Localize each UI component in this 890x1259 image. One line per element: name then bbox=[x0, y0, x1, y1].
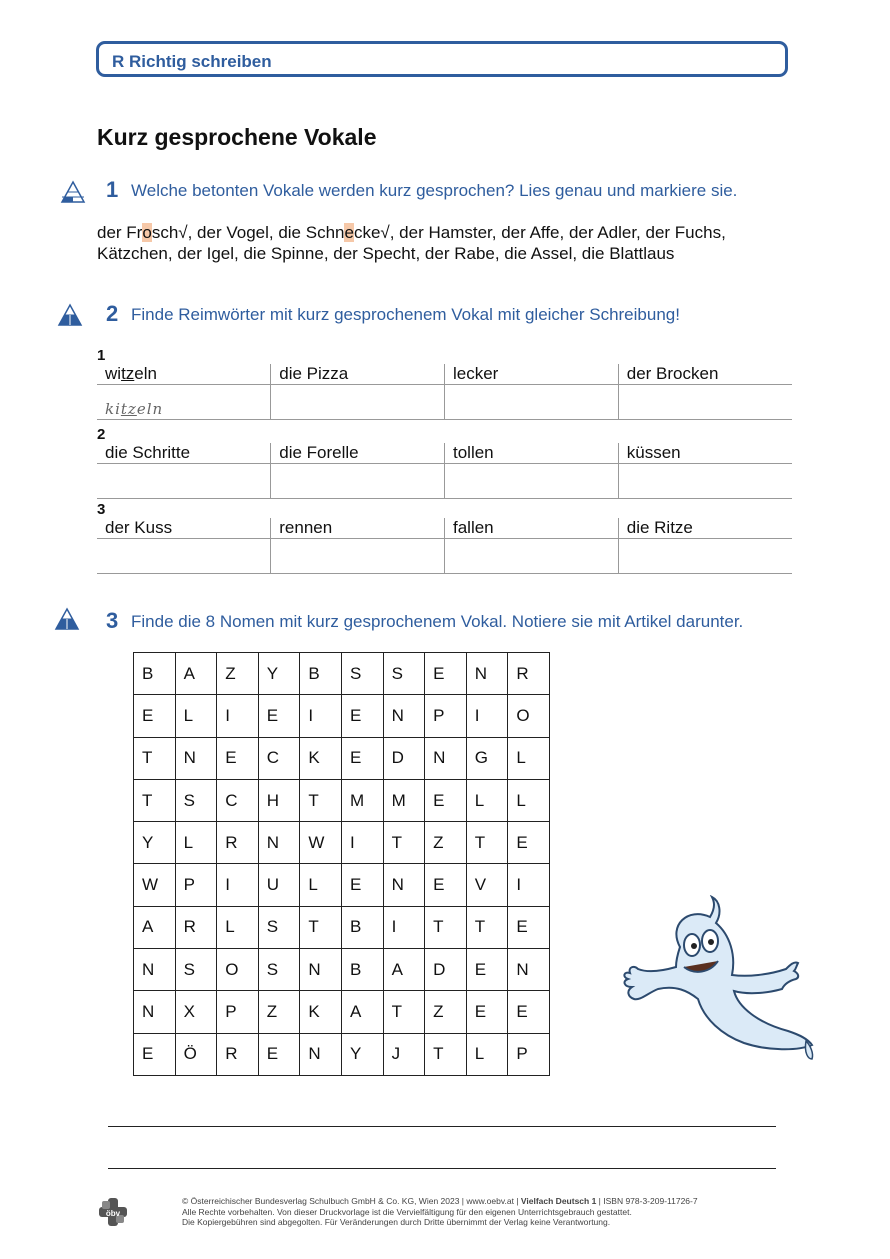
grid-cell[interactable]: T bbox=[383, 822, 425, 864]
answer-cell[interactable] bbox=[271, 385, 445, 420]
task-1-line-1: der Frosch√, der Vogel, die Schnecke√, der Hamster, der Affe, der Adler, der Fuchs, bbox=[97, 223, 726, 242]
rhyme-group-2 bbox=[97, 426, 792, 499]
grid-cell[interactable]: N bbox=[134, 949, 176, 991]
grid-cell[interactable]: E bbox=[508, 906, 550, 948]
grid-cell[interactable]: X bbox=[175, 991, 217, 1033]
grid-cell[interactable]: Y bbox=[134, 822, 176, 864]
grid-cell[interactable]: Y bbox=[258, 653, 300, 695]
publisher-logo-icon bbox=[97, 1196, 129, 1228]
grid-row bbox=[134, 737, 550, 779]
answer-cell[interactable] bbox=[618, 539, 792, 574]
grid-cell[interactable]: Z bbox=[217, 653, 259, 695]
grid-cell[interactable]: E bbox=[258, 1033, 300, 1075]
grid-cell[interactable]: P bbox=[508, 1033, 550, 1075]
grid-cell[interactable]: I bbox=[300, 695, 342, 737]
rhyme-group-3 bbox=[97, 501, 792, 574]
header-title: R Richtig schreiben bbox=[112, 52, 272, 71]
grid-cell[interactable]: S bbox=[175, 779, 217, 821]
grid-cell[interactable]: P bbox=[175, 864, 217, 906]
answer-cell[interactable] bbox=[618, 385, 792, 420]
grid-cell[interactable]: N bbox=[508, 949, 550, 991]
grid-cell[interactable]: E bbox=[425, 779, 467, 821]
answer-cell[interactable] bbox=[271, 464, 445, 499]
grid-cell[interactable]: K bbox=[300, 991, 342, 1033]
grid-cell[interactable]: T bbox=[300, 906, 342, 948]
footer-copyright: © Österreichischer Bundesverlag Schulbuch GmbH & Co. KG, Wien 2023 | www.oebv.at | Vielfach Deutsch 1 | ISBN 978-3-209-11726-7 Alle Rechte vorbehalten. Von dieser Druckvorlage ist die Vervielfältigung für den eigenen Unterrichtsgebrauch gestattet. Die Kopiergebühren sind abgegolten. Für Veränderungen durch Dritte übernimmt der Verlag keine Verantwortung. bbox=[182, 1196, 698, 1227]
grid-cell[interactable]: S bbox=[258, 949, 300, 991]
grid-cell[interactable]: E bbox=[425, 653, 467, 695]
grid-cell[interactable]: T bbox=[466, 906, 508, 948]
grid-cell[interactable]: B bbox=[341, 949, 383, 991]
rhyme-word: der Brocken bbox=[618, 364, 792, 385]
grid-cell[interactable]: Z bbox=[425, 822, 467, 864]
task-1-instruction: Welche betonten Vokale werden kurz gesprochen? Lies genau und markiere sie. bbox=[131, 181, 738, 200]
grid-cell[interactable]: N bbox=[258, 822, 300, 864]
grid-cell[interactable]: Ö bbox=[175, 1033, 217, 1075]
grid-cell[interactable]: S bbox=[258, 906, 300, 948]
grid-cell[interactable]: M bbox=[383, 779, 425, 821]
task-1-line-2: Kätzchen, der Igel, die Spinne, der Specht, der Rabe, die Assel, die Blattlaus bbox=[97, 244, 675, 263]
grid-cell[interactable]: C bbox=[258, 737, 300, 779]
answer-cell[interactable] bbox=[97, 464, 271, 499]
grid-cell[interactable]: L bbox=[466, 1033, 508, 1075]
grid-cell[interactable]: Z bbox=[425, 991, 467, 1033]
grid-cell[interactable]: M bbox=[341, 779, 383, 821]
grid-row bbox=[134, 949, 550, 991]
answer-cell[interactable] bbox=[271, 539, 445, 574]
grid-cell[interactable]: N bbox=[300, 1033, 342, 1075]
grid-cell[interactable]: L bbox=[217, 906, 259, 948]
grid-cell[interactable]: D bbox=[383, 737, 425, 779]
grid-cell[interactable]: E bbox=[341, 864, 383, 906]
grid-row bbox=[134, 864, 550, 906]
answer-cell[interactable] bbox=[97, 539, 271, 574]
grid-row bbox=[134, 653, 550, 695]
rhyme-word: die Ritze bbox=[618, 518, 792, 539]
grid-cell[interactable]: P bbox=[425, 695, 467, 737]
grid-cell[interactable]: T bbox=[425, 906, 467, 948]
grid-cell[interactable]: L bbox=[175, 822, 217, 864]
grid-cell[interactable]: E bbox=[466, 991, 508, 1033]
grid-cell[interactable]: E bbox=[217, 737, 259, 779]
grid-cell[interactable]: E bbox=[134, 695, 176, 737]
rhyme-word: rennen bbox=[271, 518, 445, 539]
grid-cell[interactable]: B bbox=[300, 653, 342, 695]
grid-cell[interactable]: N bbox=[300, 949, 342, 991]
highlight-mark: e bbox=[344, 223, 354, 242]
answer-cell[interactable] bbox=[445, 464, 619, 499]
grid-cell[interactable]: I bbox=[217, 864, 259, 906]
page-title: Kurz gesprochene Vokale bbox=[97, 124, 377, 150]
grid-row bbox=[134, 695, 550, 737]
grid-cell[interactable]: T bbox=[425, 1033, 467, 1075]
grid-cell[interactable]: L bbox=[466, 779, 508, 821]
answer-cell[interactable] bbox=[445, 385, 619, 420]
answer-line[interactable] bbox=[108, 1168, 776, 1169]
grid-row bbox=[134, 906, 550, 948]
grid-cell[interactable]: G bbox=[466, 737, 508, 779]
grid-cell[interactable]: N bbox=[134, 991, 176, 1033]
grid-cell[interactable]: Y bbox=[341, 1033, 383, 1075]
grid-cell[interactable]: E bbox=[258, 695, 300, 737]
grid-cell[interactable]: D bbox=[425, 949, 467, 991]
grid-row bbox=[134, 1033, 550, 1075]
grid-cell[interactable]: B bbox=[134, 653, 176, 695]
grid-cell[interactable]: A bbox=[134, 906, 176, 948]
grid-cell[interactable]: J bbox=[383, 1033, 425, 1075]
grid-cell[interactable]: U bbox=[258, 864, 300, 906]
grid-cell[interactable]: I bbox=[508, 864, 550, 906]
grid-cell[interactable]: I bbox=[341, 822, 383, 864]
answer-line[interactable] bbox=[108, 1126, 776, 1127]
rhyme-word: der Kuss bbox=[97, 518, 271, 539]
grid-cell[interactable]: B bbox=[341, 906, 383, 948]
grid-cell[interactable]: O bbox=[217, 949, 259, 991]
task-1-number: 1 bbox=[106, 177, 119, 202]
grid-cell[interactable]: E bbox=[508, 822, 550, 864]
rhyme-group-number: 1 bbox=[97, 347, 106, 364]
grid-cell[interactable]: R bbox=[217, 1033, 259, 1075]
grid-cell[interactable]: E bbox=[341, 737, 383, 779]
grid-cell[interactable]: N bbox=[175, 737, 217, 779]
grid-cell[interactable]: L bbox=[175, 695, 217, 737]
grid-cell[interactable]: L bbox=[508, 737, 550, 779]
answer-cell[interactable] bbox=[445, 539, 619, 574]
grid-cell[interactable]: R bbox=[508, 653, 550, 695]
rhyme-word: küssen bbox=[618, 443, 792, 464]
grid-cell[interactable]: E bbox=[508, 991, 550, 1033]
grid-cell[interactable]: I bbox=[383, 906, 425, 948]
grid-cell[interactable]: P bbox=[217, 991, 259, 1033]
grid-cell[interactable]: T bbox=[300, 779, 342, 821]
grid-cell[interactable]: S bbox=[341, 653, 383, 695]
publisher-logo-text: öbv bbox=[105, 1209, 121, 1218]
grid-cell[interactable]: I bbox=[466, 695, 508, 737]
answer-cell[interactable] bbox=[618, 464, 792, 499]
task-3-number: 3 bbox=[106, 608, 119, 633]
grid-cell[interactable]: E bbox=[134, 1033, 176, 1075]
grid-cell[interactable]: L bbox=[508, 779, 550, 821]
grid-cell[interactable]: T bbox=[134, 737, 176, 779]
answer-cell-example[interactable]: kitzeln bbox=[97, 385, 271, 420]
grid-cell[interactable]: K bbox=[300, 737, 342, 779]
highlight-mark: o bbox=[142, 223, 152, 242]
grid-row bbox=[134, 991, 550, 1033]
grid-cell[interactable]: L bbox=[300, 864, 342, 906]
rhyme-group-1 bbox=[97, 347, 792, 420]
word-search-grid bbox=[133, 652, 550, 1076]
grid-cell[interactable]: N bbox=[466, 653, 508, 695]
grid-cell[interactable]: E bbox=[425, 864, 467, 906]
grid-cell[interactable]: Z bbox=[258, 991, 300, 1033]
grid-cell[interactable]: I bbox=[217, 695, 259, 737]
grid-cell[interactable]: S bbox=[175, 949, 217, 991]
grid-cell[interactable]: O bbox=[508, 695, 550, 737]
rhyme-word: fallen bbox=[445, 518, 619, 539]
grid-cell[interactable]: R bbox=[217, 822, 259, 864]
rhyme-word: witzeln bbox=[97, 364, 271, 385]
grid-cell[interactable]: V bbox=[466, 864, 508, 906]
grid-cell[interactable]: N bbox=[383, 695, 425, 737]
task-2-instruction: Finde Reimwörter mit kurz gesprochenem Vokal mit gleicher Schreibung! bbox=[131, 305, 680, 324]
grid-cell[interactable]: N bbox=[383, 864, 425, 906]
grid-cell[interactable]: R bbox=[175, 906, 217, 948]
rhyme-word: lecker bbox=[445, 364, 619, 385]
rhyme-group-number: 2 bbox=[97, 426, 106, 443]
rhyme-word: die Pizza bbox=[271, 364, 445, 385]
rhyme-group-number: 3 bbox=[97, 501, 106, 518]
ghost-illustration bbox=[618, 895, 823, 1065]
task-2-number: 2 bbox=[106, 301, 119, 326]
grid-cell[interactable]: W bbox=[300, 822, 342, 864]
grid-cell[interactable]: T bbox=[134, 779, 176, 821]
grid-cell[interactable]: S bbox=[383, 653, 425, 695]
grid-row bbox=[134, 822, 550, 864]
difficulty-level-2-icon bbox=[57, 303, 83, 327]
grid-cell[interactable]: C bbox=[217, 779, 259, 821]
grid-cell[interactable]: E bbox=[341, 695, 383, 737]
task-3-instruction: Finde die 8 Nomen mit kurz gesprochenem Vokal. Notiere sie mit Artikel darunter. bbox=[131, 612, 744, 631]
rhyme-word: die Schritte bbox=[97, 443, 271, 464]
grid-cell[interactable]: T bbox=[383, 991, 425, 1033]
difficulty-level-2-icon bbox=[54, 607, 80, 631]
grid-cell[interactable]: H bbox=[258, 779, 300, 821]
grid-cell[interactable]: A bbox=[341, 991, 383, 1033]
grid-row bbox=[134, 779, 550, 821]
grid-cell[interactable]: T bbox=[466, 822, 508, 864]
difficulty-level-1-icon bbox=[60, 180, 86, 204]
rhyme-word: die Forelle bbox=[271, 443, 445, 464]
grid-cell[interactable]: A bbox=[383, 949, 425, 991]
grid-cell[interactable]: E bbox=[466, 949, 508, 991]
grid-cell[interactable]: A bbox=[175, 653, 217, 695]
rhyme-word: tollen bbox=[445, 443, 619, 464]
grid-cell[interactable]: N bbox=[425, 737, 467, 779]
grid-cell[interactable]: W bbox=[134, 864, 176, 906]
